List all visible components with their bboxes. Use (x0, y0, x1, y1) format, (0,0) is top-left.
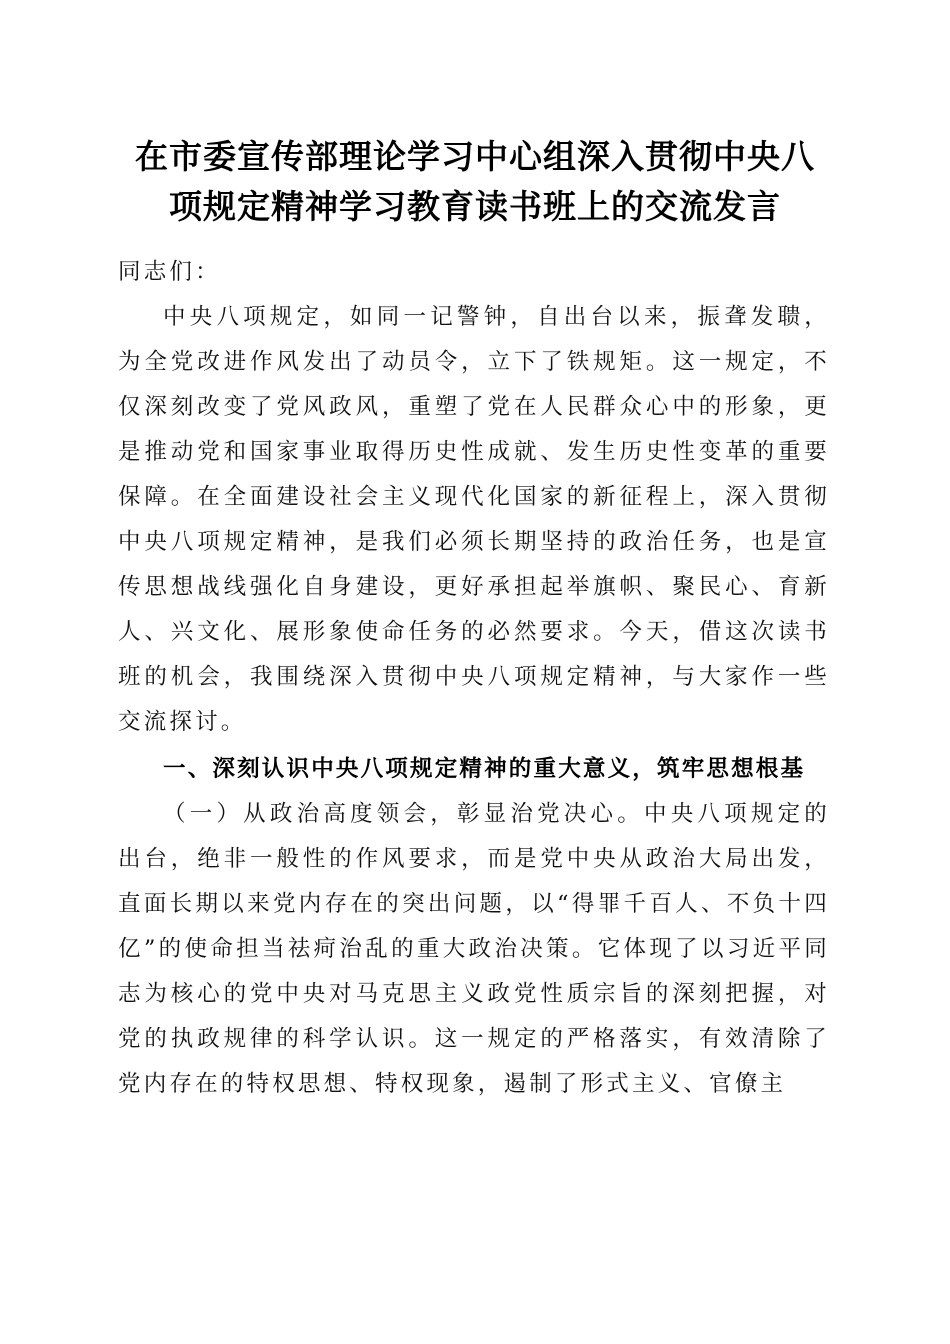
document-title-line-1: 在市委宣传部理论学习中心组深入贯彻中央八 (135, 137, 815, 176)
document-title (110, 132, 840, 232)
subsection-text-1: 中央八项规定的出台，绝非一般性的作风要求，而是党中央从政治大局出发，直面长期以来党内存在的突出问题，以“得罪千百人、不负十四亿”的使命担当祛疴治乱的重大政治决策。它体现了以习近平同志为核心的党中央对马克思主义政党性质宗旨的深刻把握，对党的执政规律的科学认识。这一规定的严格落实，有效清除了党内存在的特权思想、特权现象，遏制了形式主义、官僚主 (118, 801, 830, 1097)
subsection-paragraph-1 (118, 792, 830, 1107)
section-heading-1: 一、深刻认识中央八项规定精神的重大意义，筑牢思想根基 (163, 756, 806, 782)
subsection-lead-1: （一）从政治高度领会，彰显治党决心。 (163, 801, 644, 827)
document-title-line-2: 项规定精神学习教育读书班上的交流发言 (169, 187, 781, 226)
document-body (118, 250, 830, 1107)
intro-paragraph: 中央八项规定，如同一记警钟，自出台以来，振聋发聩，为全党改进作风发出了动员令，立下了铁规矩。这一规定，不仅深刻改变了党风政风，重塑了党在人民群众心中的形象，更是推动党和国家事业取得历史性成就、发生历史性变革的重要保障。在全面建设社会主义现代化国家的新征程上，深入贯彻中央八项规定精神，是我们必须长期坚持的政治任务，也是宣传思想战线强化自身建设，更好承担起举旗帜、聚民心、育新人、兴文化、展形象使命任务的必然要求。今天，借这次读书班的机会，我围绕深入贯彻中央八项规定精神，与大家作一些交流探讨。 (118, 304, 830, 735)
salutation: 同志们： (118, 259, 221, 285)
